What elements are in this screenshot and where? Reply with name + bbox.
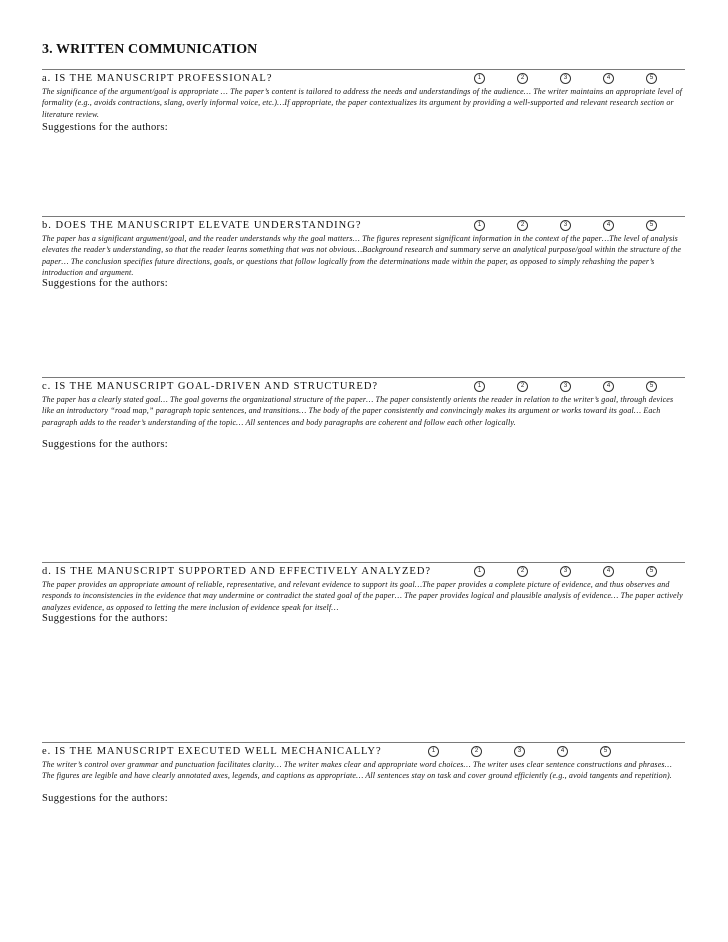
rating-option-1[interactable]: 1 — [474, 566, 485, 577]
suggestions-label: Suggestions for the authors: — [42, 439, 168, 450]
rating-option-2[interactable]: 2 — [517, 566, 528, 577]
rating-option-4[interactable]: 4 — [603, 73, 614, 84]
rating-option-3[interactable]: 3 — [514, 746, 525, 757]
rating-option-5[interactable]: 5 — [646, 381, 657, 392]
rating-option-2[interactable]: 2 — [517, 381, 528, 392]
question-description: The paper has a clearly stated goal… The goal governs the organizational structure of the paper… The paper consistently orients the reader in relation to the writer’s goal, through devices like an introductory “road map,” paragraph topic sentences, and transitions… The body of the paper consistently and convincingly makes its argument or works toward its goal… Each paragraph adds to the reader’s understanding of the topic… All sentences and body paragraphs are coherent and follow each other logically. — [42, 395, 674, 427]
rating-option-5[interactable]: 5 — [646, 220, 657, 231]
rating-option-5[interactable]: 5 — [600, 746, 611, 757]
rating-option-5[interactable]: 5 — [646, 566, 657, 577]
rating-option-3[interactable]: 3 — [560, 381, 571, 392]
question-description: The writer’s control over grammar and punctuation facilitates clarity… The writer makes clear and appropriate word choices… The writer uses clear sentence constructions and phrases… The figures are legible and have clearly annotated axes, legends, and captions as appropriate… All sentences stay on task and cover ground efficiently (e.g., avoid tangents and repetition). — [42, 760, 672, 781]
rating-option-1[interactable]: 1 — [474, 381, 485, 392]
rating-option-3[interactable]: 3 — [560, 73, 571, 84]
rating-option-4[interactable]: 4 — [603, 381, 614, 392]
rating-option-4[interactable]: 4 — [603, 566, 614, 577]
question-description: The significance of the argument/goal is appropriate … The paper’s content is tailored to address the needs and understandings of the audience… The writer maintains an appropriate level of formality (e.g., avoids contractions, slang, overly informal voice, etc.)…If appropriate, the paper contextualizes its argument by providing a well-supported and relevant research section or literature review. — [42, 87, 683, 119]
rating-option-1[interactable]: 1 — [474, 220, 485, 231]
suggestions-label: Suggestions for the authors: — [42, 278, 168, 289]
section-divider — [42, 69, 685, 70]
section-divider — [42, 216, 685, 217]
section-divider — [42, 742, 685, 743]
question-description: The paper has a significant argument/goal, and the reader understands why the goal matters… The figures represent significant information in the context of the paper…The level of analysis elevates the reader’s understanding, so that the reader learns something that was not obvious…Background research and summary serve an analytical purpose/goal within the structure of the paper… The conclusion specifies future directions, goals, or questions that follow logically from the determinations made within the paper, as opposed to simply rehashing the paper’s introduction and argument. — [42, 234, 682, 277]
suggestions-label: Suggestions for the authors: — [42, 793, 168, 804]
question-title: d. IS THE MANUSCRIPT SUPPORTED AND EFFECTIVELY ANALYZED? — [42, 566, 432, 577]
rating-option-3[interactable]: 3 — [560, 566, 571, 577]
rating-option-3[interactable]: 3 — [560, 220, 571, 231]
rating-option-1[interactable]: 1 — [428, 746, 439, 757]
rating-option-1[interactable]: 1 — [474, 73, 485, 84]
section-divider — [42, 562, 685, 563]
question-description: The paper provides an appropriate amount of reliable, representative, and relevant evidence to support its goal…The paper provides a complete picture of evidence, and thus observes and responds to inconsistencies in the evidence that may undermine or contradict the stated goal of the paper… The paper provides logical and plausible analysis of evidence… The paper actively analyzes evidence, as opposed to letting the mere inclusion of evidence speak for itself… — [42, 580, 683, 612]
question-title: c. IS THE MANUSCRIPT GOAL-DRIVEN AND STRUCTURED? — [42, 381, 379, 392]
rating-option-2[interactable]: 2 — [517, 220, 528, 231]
rating-option-4[interactable]: 4 — [557, 746, 568, 757]
question-title: e. IS THE MANUSCRIPT EXECUTED WELL MECHANICALLY? — [42, 746, 382, 757]
question-title: b. DOES THE MANUSCRIPT ELEVATE UNDERSTANDING? — [42, 220, 362, 231]
page-title: 3. WRITTEN COMMUNICATION — [42, 42, 258, 57]
suggestions-label: Suggestions for the authors: — [42, 613, 168, 624]
rating-option-4[interactable]: 4 — [603, 220, 614, 231]
rating-option-2[interactable]: 2 — [471, 746, 482, 757]
suggestions-label: Suggestions for the authors: — [42, 122, 168, 133]
rating-option-2[interactable]: 2 — [517, 73, 528, 84]
question-title: a. IS THE MANUSCRIPT PROFESSIONAL? — [42, 73, 273, 84]
rating-option-5[interactable]: 5 — [646, 73, 657, 84]
section-divider — [42, 377, 685, 378]
